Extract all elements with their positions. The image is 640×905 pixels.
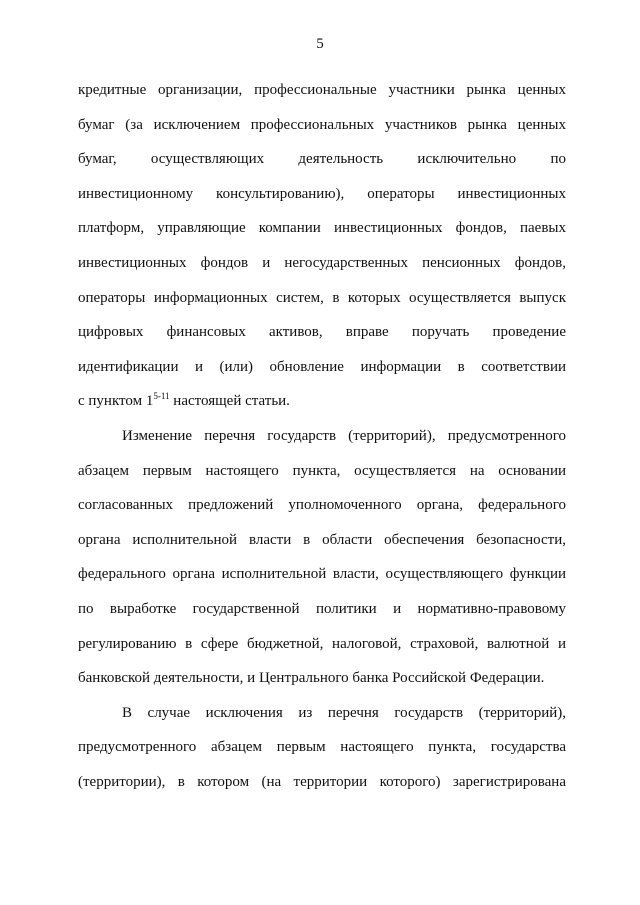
text-line: абзацем первым настоящего пункта, осуществляется на основании <box>78 462 566 479</box>
text-line: цифровых финансовых активов, вправе поручать проведение <box>78 324 566 341</box>
text-line: операторы информационных систем, в которых осуществляется выпуск <box>78 289 566 306</box>
text-line: (территории), в котором (на территории которого) зарегистрирована <box>78 773 566 790</box>
text-line: бумаг, осуществляющих деятельность исключительно по <box>78 151 566 168</box>
text-line: предусмотренного абзацем первым настоящего пункта, государства <box>78 739 566 756</box>
superscript: 5-11 <box>153 391 170 402</box>
text-line: бумаг (за исключением профессиональных участников рынка ценных <box>78 116 566 133</box>
paragraph-1 <box>78 80 566 426</box>
page-number: 5 <box>316 36 324 52</box>
text-segment: с пунктом 1 <box>78 393 154 410</box>
text-line: платформ, управляющие компании инвестиционных фондов, паевых <box>78 220 566 237</box>
text-line: инвестиционных фондов и негосударственных пенсионных фондов, <box>78 254 566 271</box>
text-line: кредитные организации, профессиональные участники рынка ценных <box>78 82 566 98</box>
text-line: федерального органа исполнительной власти, осуществляющего функции <box>78 566 566 583</box>
text-line: согласованных предложений уполномоченного органа, федерального <box>78 497 566 514</box>
text-line: органа исполнительной власти в области обеспечения безопасности, <box>78 531 566 548</box>
text-segment: настоящей статьи. <box>169 393 290 410</box>
paragraph-3 <box>78 703 566 807</box>
text-line: В случае исключения из перечня государств (территорий), <box>122 704 566 721</box>
text-line <box>78 391 566 426</box>
paragraph-2 <box>78 426 566 703</box>
text-line: по выработке государственной политики и нормативно-правовому <box>78 600 566 617</box>
text-line: инвестиционному консультированию), операторы инвестиционных <box>78 185 566 202</box>
text-line: идентификации и (или) обновление информации в соответствии <box>78 358 566 375</box>
text-line: регулированию в сфере бюджетной, налоговой, страховой, валютной и <box>78 635 566 652</box>
text-line: банковской деятельности, и Центрального банка Российской Федерации. <box>78 670 545 687</box>
document-body <box>78 80 566 806</box>
text-line: Изменение перечня государств (территорий), предусмотренного <box>122 427 566 444</box>
